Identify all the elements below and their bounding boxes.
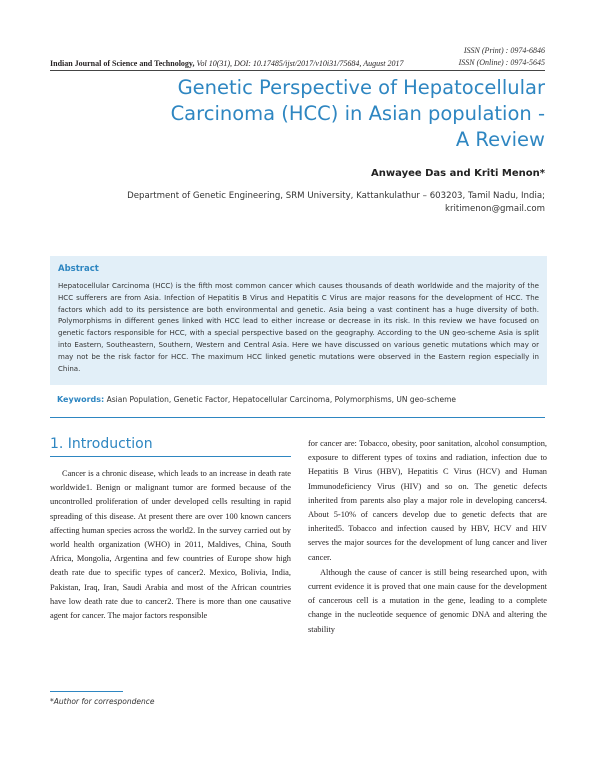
journal-citation-line xyxy=(50,59,545,68)
footnote-rule xyxy=(50,691,123,692)
affiliation-text: Department of Genetic Engineering, SRM University, Kattankulathur – 603203, Tamil Nadu, India; xyxy=(127,191,545,201)
intro-paragraph-1-cont: for cancer are: Tobacco, obesity, poor sanitation, alcohol consumption, exposure to different types of toxins and radiation, infection due to Hepatitis B Virus (HBV), Hepatitis C Virus (HCV) and Human Immunodeficiency Virus (HIV) and so on. The genetic defects inherited from parents also play a major role in developing cancers4. About 5-10% of cancers develop due to genetic defects that are inherited5. Tobacco and infection caused by HBV, HCV and HIV serves the major sources for the development of lung cancer and liver cancer. xyxy=(308,439,547,562)
paper-title: Genetic Perspective of Hepatocellular Carcinoma (HCC) in Asian population - A Review xyxy=(170,76,545,151)
issn-print: ISSN (Print) : 0974-6846 xyxy=(463,46,545,55)
keywords xyxy=(57,395,547,404)
abstract-text: Hepatocellular Carcinoma (HCC) is the fifth most common cancer which causes thousands of death worldwide and the majority of the HCC sufferers are from Asia. Infection of Hepatitis B Virus and Hepatitis C Virus are major reasons for the development of HCC. The factors which add to its persistence are both environmental and genetic. Asia being a vast continent has a huge diversity of both. Polymorphisms in different genes linked with HCC lead to either increase or decrease in its risk. In this review we have focused on genetic factors responsible for HCC, with a special perspective based on the geography. According to the UN geo-scheme Asia is split into Eastern, Southeastern, Southern, Western and Central Asia. Here we have discussed on various genetic mutations which may or may not be the risk factor for HCC. The maximum HCC linked genetic mutations were observed in the Eastern region especially in China. xyxy=(58,281,539,373)
section-divider xyxy=(50,417,545,418)
footnote: *Author for correspondence xyxy=(50,697,155,706)
header-rule xyxy=(50,70,545,71)
section-heading: 1. Introduction xyxy=(50,436,153,452)
journal-name: Indian Journal of Science and Technology, xyxy=(50,59,195,68)
intro-paragraph-2: Although the cause of cancer is still being researched upon, with current evidence it is proved that one main cause for the development of cancerous cell is a mutation in the gene, leading to a complete change in the nucleotide sequence of genomic DNA and altering the stability xyxy=(308,567,547,634)
keywords-label: Keywords: xyxy=(57,395,105,404)
section-heading-rule xyxy=(50,456,291,457)
issn-online: ISSN (Online) : 0974-5645 xyxy=(458,58,545,67)
abstract-heading: Abstract xyxy=(58,264,99,274)
abstract-box xyxy=(50,256,547,385)
keywords-text: Asian Population, Genetic Factor, Hepatocellular Carcinoma, Polymorphisms, UN geo-scheme xyxy=(104,395,457,404)
journal-meta: Vol 10(31), DOI: 10.17485/ijst/2017/v10i31/75684, August 2017 xyxy=(194,59,404,68)
intro-paragraph-1: Cancer is a chronic disease, which leads to an increase in death rate worldwide1. Benign or malignant tumor are formed because of the uncontrolled proliferation of under developed cells resulting in rapid spreading of this disease. At present there are over 100 known cancers affecting human species across the world2. In the survey carried out by world health organization (WHO) in 2011, Maldives, China, South Africa, Mongolia, Argentina and few countries of Europe show high death rate due to specific types of cancer2. Mexico, Bolivia, India, Pakistan, Iraq, Iran, Saudi Arabia and most of the African countries have low death rate due to cancer2. There is more than one causative agent for cancer. The major factors responsible xyxy=(50,469,291,621)
left-column xyxy=(50,466,291,623)
author-email[interactable]: kritimenon@gmail.com xyxy=(444,204,545,214)
right-column xyxy=(308,437,547,637)
authors: Anwayee Das and Kriti Menon* xyxy=(371,168,545,179)
affiliation xyxy=(115,190,545,216)
